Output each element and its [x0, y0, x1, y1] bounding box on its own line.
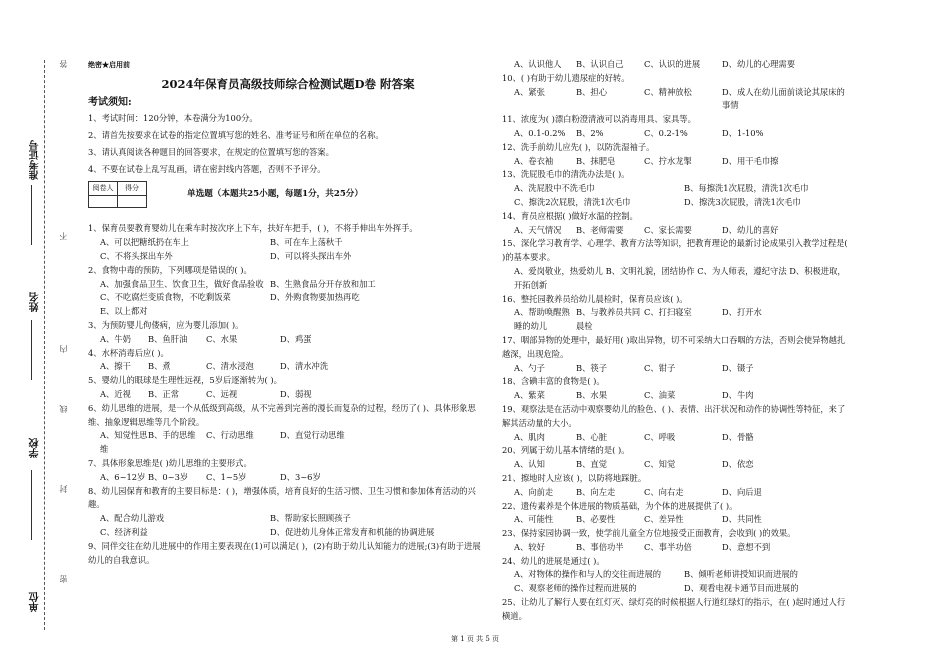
- answer-option[interactable]: A、牛奶: [100, 333, 131, 344]
- answer-option[interactable]: B、倾听老师讲授知识而进展的: [684, 569, 798, 580]
- answer-option[interactable]: A、勺子: [514, 362, 545, 373]
- answer-option[interactable]: D、意想不到: [722, 541, 771, 552]
- answer-option[interactable]: B、事倍功半: [576, 541, 624, 552]
- option-row: [502, 182, 850, 196]
- question-stem: 5、婴幼儿的眼球是生理性远视，5岁后逐渐转为( )。: [88, 375, 282, 386]
- option-row: [502, 224, 850, 238]
- answer-option[interactable]: A、向前走: [514, 486, 554, 497]
- answer-option[interactable]: D、1-10%: [722, 127, 764, 138]
- answer-option[interactable]: A、洗屁股中不洗毛巾: [514, 183, 595, 194]
- notice-heading: 考试须知:: [88, 96, 132, 108]
- answer-option[interactable]: A、6~12岁: [100, 471, 146, 482]
- answer-option[interactable]: D、依恋: [722, 459, 754, 470]
- answer-option[interactable]: C、事半功倍: [644, 541, 692, 552]
- score-table-score-cell[interactable]: [118, 196, 147, 208]
- answer-option[interactable]: A、知觉性思维: [100, 430, 148, 455]
- answer-option[interactable]: A、可能性: [514, 514, 554, 525]
- secret-mark: 绝密★启用前: [88, 60, 130, 69]
- answer-option[interactable]: B、帮助家长照顾孩子: [270, 513, 351, 524]
- answer-option[interactable]: B、水果: [576, 390, 607, 401]
- answer-option[interactable]: C、精神放松: [644, 86, 692, 97]
- answer-option[interactable]: B、0~3岁: [148, 471, 189, 482]
- school-blank: [31, 470, 32, 540]
- score-table: [88, 181, 147, 209]
- score-table-grader-cell[interactable]: [89, 196, 118, 208]
- sidebar-label-exam-number: 准考证号: [30, 140, 41, 180]
- answer-option[interactable]: B、煮: [148, 361, 171, 372]
- left-question-list: [88, 222, 488, 567]
- notice-item: 3、请认真阅读各种题目的回答要求，在规定的位置填写您的答案。: [88, 146, 334, 157]
- question-stem: 9、同伴交往在幼儿进展中的作用主要表现在(1)可以满足( )，(2)有助于幼儿认知能力的进展;(3)有助于进展幼儿的自我意识。: [88, 540, 481, 565]
- answer-option[interactable]: D、促进幼儿身体正常发育和机能的协调进展: [270, 526, 435, 537]
- question-stem: 4、水杯消毒后应( )。: [88, 347, 169, 358]
- question-stem: 20、列属于幼儿基本情绪的是( )。: [502, 445, 630, 456]
- option-row: [88, 360, 488, 374]
- answer-option[interactable]: A、擦干: [100, 361, 131, 372]
- answer-option[interactable]: C、钳子: [644, 362, 676, 373]
- question-stem: 14、育员应根据( )做好水温的控制。: [502, 210, 638, 221]
- answer-option[interactable]: E、以上都对: [100, 306, 148, 317]
- option-row: [88, 333, 488, 347]
- question-stem: 21、擦地时人应该( )，以防将地踩脏。: [502, 472, 647, 483]
- answer-option[interactable]: A、帮助唤醒熟睡的幼儿: [514, 307, 570, 332]
- answer-option[interactable]: C、清水浸泡: [206, 361, 254, 372]
- answer-option[interactable]: C、向右走: [644, 486, 684, 497]
- section-heading: 单选题（本题共25小题，每题1分，共25分）: [187, 188, 363, 199]
- answer-option[interactable]: C、家长需要: [644, 224, 692, 235]
- dash-mark: 答: [59, 60, 68, 68]
- score-table-score-header: 得分: [118, 181, 147, 196]
- option-row: [88, 526, 488, 540]
- answer-option[interactable]: D、外购食物要加热再吃: [270, 292, 360, 303]
- answer-option[interactable]: A、卷衣袖: [514, 155, 554, 166]
- answer-option[interactable]: D、用干毛巾擦: [722, 155, 779, 166]
- answer-option[interactable]: A、配合幼儿游戏: [100, 513, 165, 524]
- answer-option[interactable]: B、2%: [576, 127, 604, 138]
- answer-option[interactable]: A、认知: [514, 459, 545, 470]
- binding-line: [44, 60, 45, 630]
- answer-option[interactable]: A、天气情况: [514, 224, 562, 235]
- question-stem: 12、洗手前幼儿应先( )，以防洗湿袖子。: [502, 141, 655, 152]
- answer-option[interactable]: C、行动思维: [206, 430, 254, 441]
- answer-option[interactable]: B、正常: [148, 388, 179, 399]
- question-stem: 11、浓度为( )漂白粉澄清液可以消毒用具、家具等。: [502, 114, 696, 125]
- option-row: [88, 471, 488, 485]
- answer-option[interactable]: D、3~6岁: [280, 471, 321, 482]
- answer-option[interactable]: D、擦洗3次屁股，清洗1次毛巾: [684, 196, 801, 207]
- dash-mark: 封: [59, 485, 68, 493]
- option-row: [502, 389, 850, 403]
- answer-option[interactable]: A、认识他人: [514, 59, 562, 69]
- question-stem: 22、遗传素养是个体进展的物质基础，为个体的进展提供了( )。: [502, 500, 738, 511]
- sidebar-label-name: 姓名: [30, 292, 41, 312]
- option-row: [502, 513, 850, 527]
- answer-option[interactable]: D、弱视: [280, 388, 312, 399]
- answer-option[interactable]: C、远视: [206, 388, 238, 399]
- answer-option[interactable]: C、认识的进展: [644, 59, 701, 69]
- option-row: [502, 127, 850, 141]
- option-row: [502, 486, 850, 500]
- answer-option[interactable]: C、不吃腐烂变质食物，不吃剩饭菜: [100, 292, 231, 303]
- question-stem: 1、保育员要教育婴幼儿在乘车时按次序上下车，扶好车把手，( )，不将手伸出车外挥手。: [88, 223, 418, 234]
- answer-option[interactable]: B、每擦洗1次屁股，清洗1次毛巾: [684, 183, 809, 194]
- answer-option[interactable]: C、擦洗2次屁股，清洗1次毛巾: [514, 196, 631, 207]
- answer-option[interactable]: A、紧张: [514, 86, 545, 97]
- answer-option[interactable]: A、肌肉: [514, 431, 545, 442]
- answer-option[interactable]: A、对物体的操作和与人的交往而进展的: [514, 569, 662, 580]
- answer-option[interactable]: A、紫菜: [514, 390, 545, 401]
- score-table-grader-header: 阅卷人: [89, 181, 118, 196]
- option-row: [88, 512, 488, 526]
- question-stem: 3、为预防婴儿佝偻病，应为婴儿添加( )。: [88, 319, 244, 330]
- answer-option[interactable]: D、牛肉: [722, 390, 754, 401]
- exam-number-blank: [31, 185, 32, 245]
- answer-option[interactable]: C、油菜: [644, 390, 676, 401]
- answer-option[interactable]: C、知觉: [644, 459, 676, 470]
- answer-option[interactable]: D、观看电视卡通节目而进展的: [684, 583, 799, 594]
- answer-option[interactable]: D、幼儿的喜好: [722, 224, 779, 235]
- answer-option[interactable]: C、水果: [206, 333, 238, 344]
- answer-option[interactable]: C、不将头探出车外: [100, 250, 173, 261]
- answer-option[interactable]: B、老师需要: [576, 224, 624, 235]
- answer-option[interactable]: B、鱼肝油: [148, 333, 188, 344]
- answer-option[interactable]: B、可在车上荡秋千: [270, 237, 343, 248]
- left-column: [88, 58, 488, 567]
- notice-item: 4、不要在试卷上乱写乱画，请在密封线内答题，否则不予评分。: [88, 163, 326, 174]
- option-row: [88, 236, 488, 250]
- answer-option[interactable]: B、筷子: [576, 362, 607, 373]
- question-stem: 23、保持家园协调一致，使学前儿童全方位地接受正面教育，会收到( )的效果。: [502, 528, 796, 539]
- option-row: [88, 429, 488, 457]
- answer-option[interactable]: C、经济利益: [100, 526, 148, 537]
- page-title: 2024年保育员高级技师综合检测试题D卷 附答案: [161, 76, 415, 91]
- answer-option[interactable]: B、生熟食品分开存放和加工: [270, 278, 376, 289]
- option-row: [502, 541, 850, 555]
- answer-option[interactable]: D、骨骼: [722, 431, 754, 442]
- option-row: [502, 306, 850, 334]
- option-row: [88, 291, 488, 305]
- question-stem: 8、幼儿园保育和教育的主要目标是：( )，增强体质，培育良好的生活习惯、卫生习惯和参加体育活动的兴趣。: [88, 485, 476, 510]
- answer-option[interactable]: C、观察老师的操作过程而进展的: [514, 583, 637, 594]
- page-footer: 第 1 页 共 5 页: [450, 635, 500, 643]
- answer-option[interactable]: B、向左走: [576, 486, 616, 497]
- question-stem: 16、整托园教养员给幼儿晨检时，保育员应该( )。: [502, 293, 688, 304]
- option-row: [88, 388, 488, 402]
- answer-option[interactable]: B、手的思维: [148, 430, 196, 441]
- dash-mark: 密: [59, 575, 68, 583]
- question-stem: 18、含碘丰富的食物是( )。: [502, 376, 605, 387]
- answer-option[interactable]: C、0.2-1%: [644, 127, 688, 138]
- sidebar-label-unit: 单位: [30, 592, 41, 612]
- question-stem: 10、( )有助于幼儿遗尿症的好转。: [502, 72, 630, 83]
- option-row: [502, 58, 850, 72]
- answer-option[interactable]: A、0.1-0.2%: [514, 127, 566, 138]
- answer-option[interactable]: D、幼儿的心理需要: [722, 59, 796, 69]
- answer-option[interactable]: D、共同性: [722, 514, 762, 525]
- answer-option[interactable]: A、近视: [100, 388, 131, 399]
- answer-option[interactable]: A、加强食品卫生、饮食卫生，做好食品验收: [100, 278, 264, 289]
- notice-item: 2、请首先按要求在试卷的指定位置填写您的姓名、准考证号和所在单位的名称。: [88, 130, 384, 141]
- option-row: [88, 278, 488, 292]
- question-stem: 19、观察法是在活动中观察婴幼儿的脸色、( )、表情、出汗状况和动作的协调性等特征，来了解其活动量的大小。: [502, 403, 846, 428]
- dash-mark: 线: [59, 405, 68, 413]
- dash-mark: 内: [59, 345, 68, 353]
- right-question-list: [502, 58, 850, 624]
- question-stem: 24、幼儿的进展是通过( )。: [502, 555, 605, 566]
- option-row: [502, 568, 850, 582]
- answer-option[interactable]: D、可以将头探出车外: [270, 250, 352, 261]
- answer-option[interactable]: B、与教养员共同晨检: [576, 307, 641, 332]
- option-row: [502, 431, 850, 445]
- answer-option[interactable]: B、抹肥皂: [576, 155, 616, 166]
- question-stem: 15、深化学习教育学、心理学、教育方法等知识，把教育理论的最新讨论成果引入教学过程是( )的基本要求。: [502, 238, 848, 263]
- sidebar-label-school: 学校: [30, 438, 41, 458]
- answer-option[interactable]: B、心脏: [576, 431, 607, 442]
- answer-option[interactable]: A、可以把糖纸扔在车上: [100, 237, 189, 248]
- answer-option[interactable]: B、担心: [576, 86, 607, 97]
- answer-option[interactable]: A、较好: [514, 541, 545, 552]
- answer-option[interactable]: B、必要性: [576, 514, 616, 525]
- option-row: [502, 196, 850, 210]
- question-stem: 25、让幼儿了解行人要在红灯灭、绿灯亮的时候根据人行道红绿灯的指示，在( )起时通过人行横道。: [502, 597, 846, 621]
- answer-option[interactable]: D、向后退: [722, 486, 762, 497]
- notice-item: 1、考试时间：120分钟，本卷满分为100分。: [88, 113, 258, 124]
- option-row: [502, 155, 850, 169]
- dash-mark: 不: [59, 232, 68, 240]
- answer-option[interactable]: B、直觉: [576, 459, 607, 470]
- answer-option[interactable]: A、爱岗敬业，热爱幼儿 B、文明礼貌，团结协作 C、为人师表，遵纪守法 D、积极进取，开拓创新: [514, 265, 846, 290]
- answer-option[interactable]: D、直觉行动思维: [280, 430, 345, 441]
- answer-option[interactable]: C、1~5岁: [206, 471, 247, 482]
- option-row: [502, 362, 850, 376]
- answer-option[interactable]: D、成人在幼儿面前谈论其尿床的事情: [722, 86, 845, 111]
- question-stem: 2、食物中毒的预防，下列哪项是错误的( )。: [88, 264, 252, 275]
- question-stem: 17、咽部异物的处理中，最好用( )取出异物，切不可采纳大口吞咽的方法，否则会使异物越扎越深，出现危险。: [502, 334, 846, 359]
- answer-option[interactable]: D、打开水: [722, 307, 762, 318]
- option-row: [502, 582, 850, 596]
- question-stem: 7、具体形象思维是( )幼儿思维的主要形式。: [88, 457, 252, 468]
- option-row: [502, 86, 850, 114]
- option-row: [502, 458, 850, 472]
- answer-option[interactable]: D、镊子: [722, 362, 754, 373]
- answer-option[interactable]: C、拧水龙掣: [644, 155, 692, 166]
- name-blank: [31, 320, 32, 380]
- answer-option[interactable]: D、清水冲洗: [280, 361, 329, 372]
- answer-option[interactable]: C、呼吸: [644, 431, 676, 442]
- answer-option[interactable]: D、鸡蛋: [280, 333, 312, 344]
- right-column: [502, 58, 850, 624]
- score-area: [88, 181, 488, 209]
- answer-option[interactable]: C、差异性: [644, 514, 684, 525]
- answer-option[interactable]: C、打扫寝室: [644, 307, 692, 318]
- question-stem: 13、洗屁股毛巾的清洗办法是( )。: [502, 169, 630, 180]
- option-row: [88, 250, 488, 264]
- question-stem: 6、幼儿思维的进展，是一个从低级到高级，从不完善到完善的漫长而复杂的过程，经历了( )、具体形象思维、抽象逻辑思维等几个阶段。: [88, 402, 476, 427]
- answer-option[interactable]: B、认识自己: [576, 59, 624, 69]
